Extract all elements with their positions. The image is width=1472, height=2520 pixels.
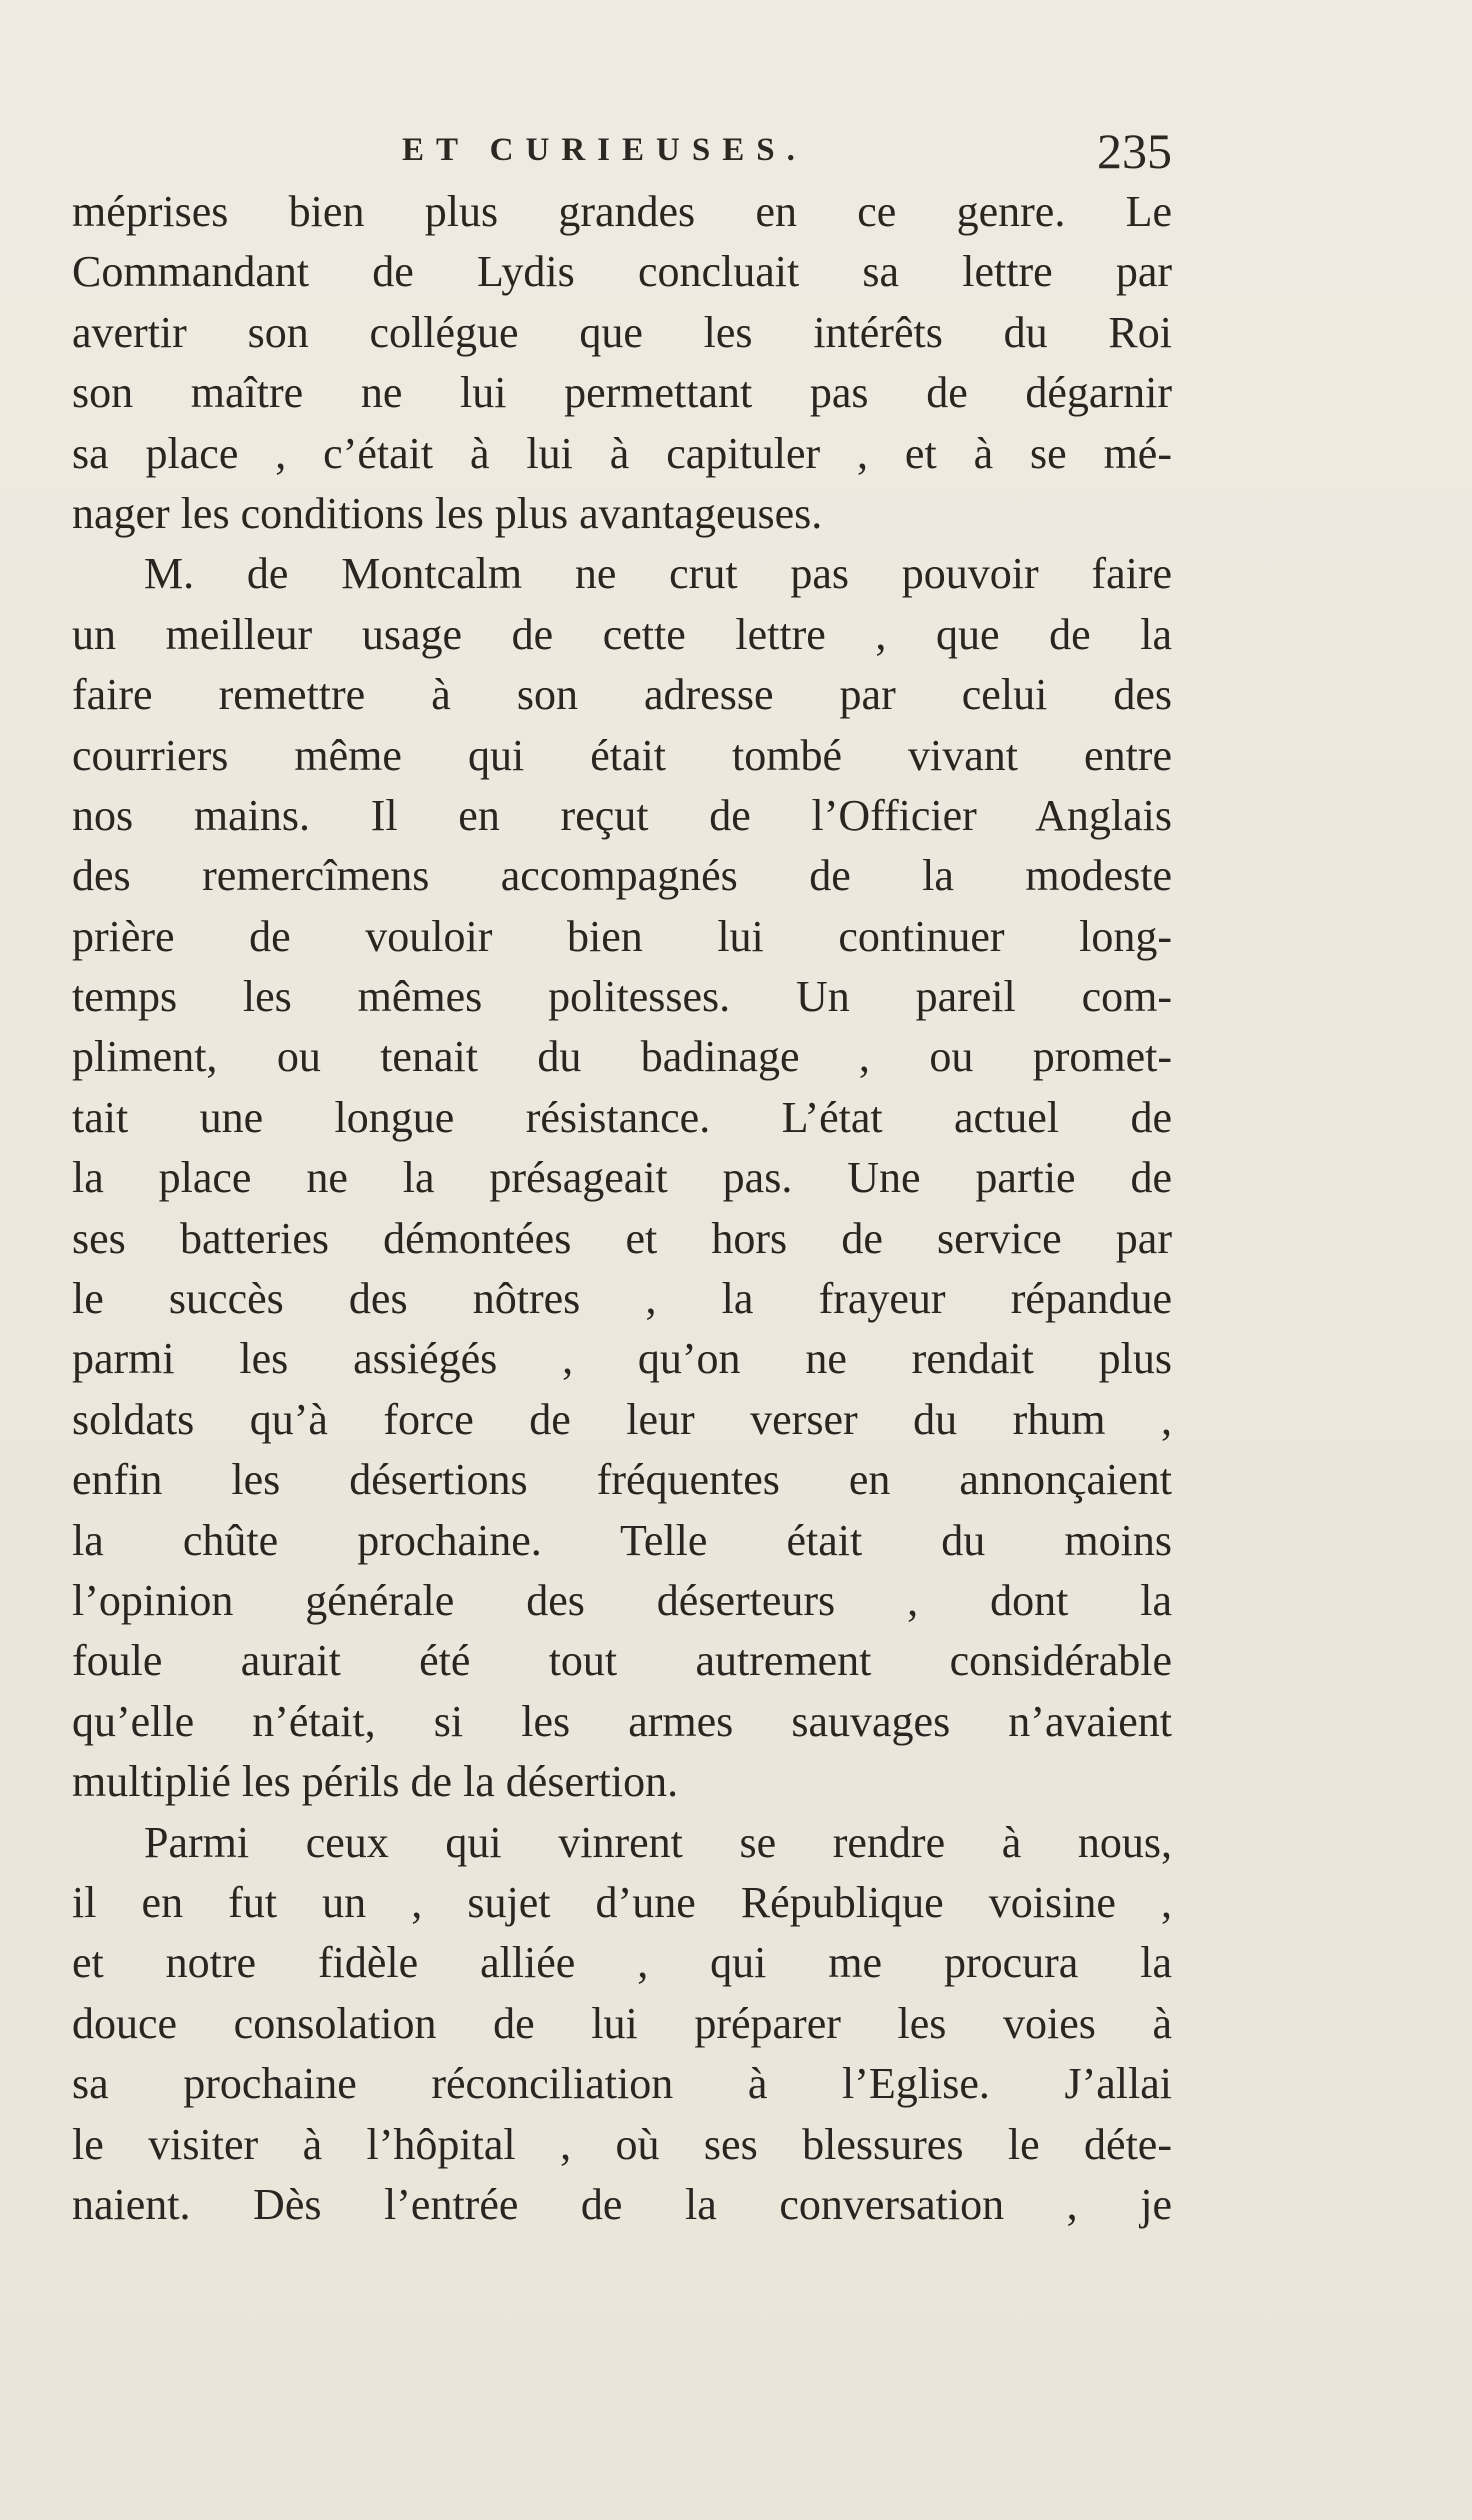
text-line: la chûte prochaine. Telle était du moins	[72, 1515, 1172, 1565]
text-line: prière de vouloir bien lui continuer long-	[72, 911, 1172, 961]
text-line: M. de Montcalm ne crut pas pouvoir faire	[144, 549, 1172, 599]
text-line: enfin les désertions fréquentes en annonçaient	[72, 1455, 1172, 1505]
text-line: le visiter à l’hôpital , où ses blessures le déte-	[72, 2119, 1172, 2169]
text-line: soldats qu’à force de leur verser du rhum ,	[72, 1394, 1172, 1444]
text-line: Parmi ceux qui vinrent se rendre à nous,	[144, 1817, 1172, 1867]
text-line: Commandant de Lydis concluait sa lettre par	[72, 247, 1172, 297]
text-line: un meilleur usage de cette lettre , que de la	[72, 609, 1172, 659]
body-text	[72, 182, 1172, 2235]
text-line: pliment, ou tenait du badinage , ou promet-	[72, 1032, 1172, 1082]
text-line: faire remettre à son adresse par celui des	[72, 670, 1172, 720]
text-line: douce consolation de lui préparer les voies à	[72, 1998, 1172, 2048]
text-line: qu’elle n’était, si les armes sauvages n’avaient	[72, 1696, 1172, 1746]
text-line: avertir son collégue que les intérêts du Roi	[72, 307, 1172, 357]
text-line: la place ne la présageait pas. Une partie de	[72, 1153, 1172, 1203]
text-line: sa place , c’était à lui à capituler , et à se mé-	[72, 428, 1172, 478]
text-line: l’opinion générale des déserteurs , dont la	[72, 1575, 1172, 1625]
text-line: il en fut un , sujet d’une République voisine ,	[72, 1877, 1172, 1927]
text-line: nos mains. Il en reçut de l’Officier Anglais	[72, 790, 1172, 840]
page-number: 235	[1097, 123, 1172, 179]
text-line: son maître ne lui permettant pas de dégarnir	[72, 368, 1172, 418]
text-line: temps les mêmes politesses. Un pareil com-	[72, 972, 1172, 1022]
text-line: et notre fidèle alliée , qui me procura la	[72, 1938, 1172, 1988]
text-line: méprises bien plus grandes en ce genre. Le	[72, 187, 1172, 236]
text-line: parmi les assiégés , qu’on ne rendait plus	[72, 1334, 1172, 1384]
text-line: sa prochaine réconciliation à l’Eglise. J’allai	[72, 2059, 1172, 2109]
text-line: naient. Dès l’entrée de la conversation , je	[72, 2179, 1172, 2229]
text-line: multiplié les périls de la désertion.	[72, 1757, 679, 1807]
page-header	[72, 122, 1172, 182]
text-line: courriers même qui était tombé vivant entre	[72, 730, 1172, 780]
text-line: tait une longue résistance. L’état actuel de	[72, 1092, 1172, 1142]
running-head: ET CURIEUSES.	[402, 132, 807, 168]
text-line: nager les conditions les plus avantageuses.	[72, 488, 823, 538]
text-line: le succès des nôtres , la frayeur répandue	[72, 1274, 1172, 1324]
text-line: foule aurait été tout autrement considérable	[72, 1636, 1172, 1686]
text-line: des remercîmens accompagnés de la modeste	[72, 851, 1172, 901]
text-line: ses batteries démontées et hors de service par	[72, 1213, 1172, 1263]
